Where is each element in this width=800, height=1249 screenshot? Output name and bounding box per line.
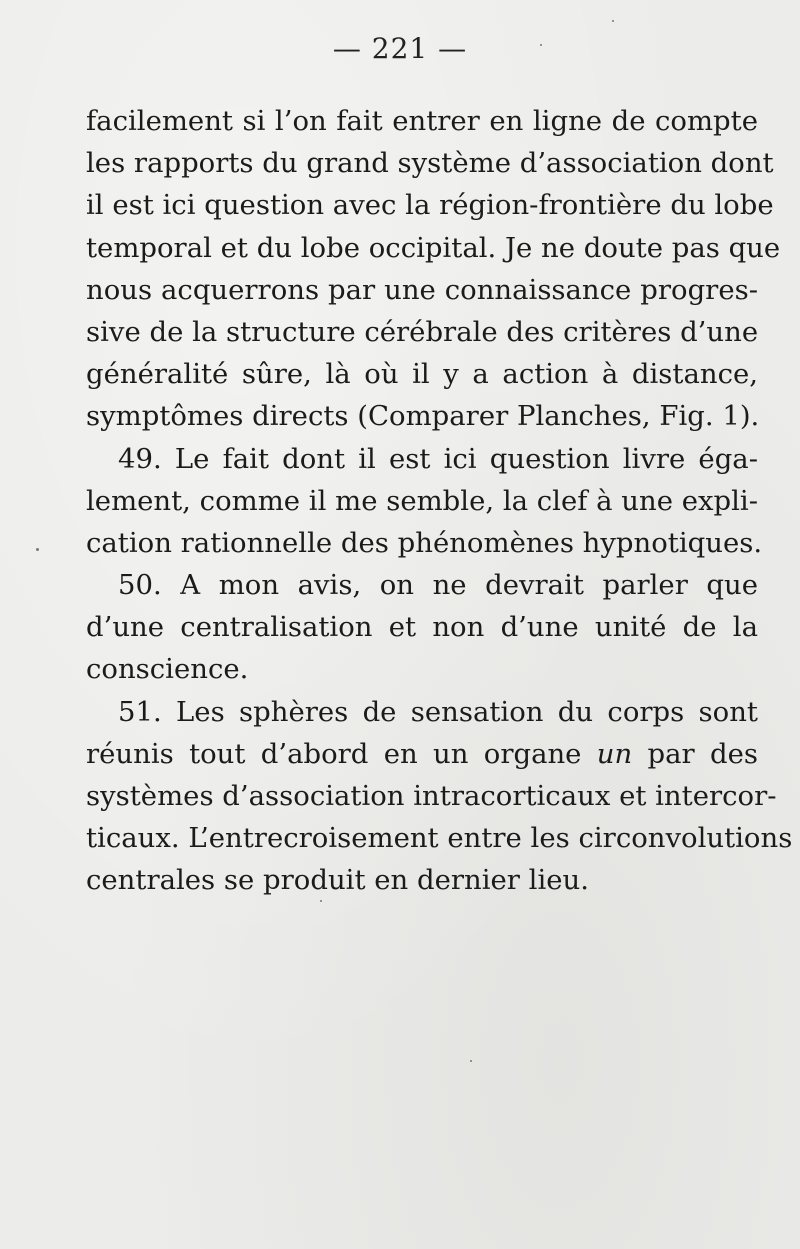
paper-speck [320,900,322,902]
page-number: — 221 — [332,32,468,65]
paper-speck [612,20,614,22]
text-line: facilement si l’on fait entrer en ligne de compte [86,105,758,137]
text-line: ticaux. L’entrecroisement entre les circonvolutions [86,822,793,855]
text-line: temporal et du lobe occipital. Je ne doute pas que [86,231,781,264]
text-line: d’une centralisation et non d’une unité de la [86,611,758,644]
text-line: lement, comme il me semble, la clef à une expli- [86,484,759,517]
text-line: sive de la structure cérébrale des critères d’une [86,315,759,348]
body-text [86,100,793,902]
paragraph-51-line: 51. Les sphères de sensation du corps sont [118,695,758,728]
text-fragment: réunis tout d’abord en un organe [86,737,597,770]
text-line [86,733,758,775]
paper-speck [470,1060,472,1062]
text-line: systèmes d’association intracorticaux et intercor- [86,780,777,812]
paper-speck [36,548,39,551]
text-line: conscience. [86,653,249,686]
text-line: nous acquerrons par une connaissance progres- [86,273,758,306]
italic-word: un [596,737,633,770]
text-line: cation rationnelle des phénomènes hypnotiques. [86,526,763,559]
paragraph-50-line: 50. A mon avis, on ne devrait parler que [118,569,758,602]
paper-speck [540,44,542,46]
text-fragment: par des [632,737,758,770]
text-line: symptômes directs (Comparer Planches, Fig. 1). [86,400,760,433]
paragraph-49-line: 49. Le fait dont il est ici question livre éga- [118,442,758,475]
text-line: les rapports du grand système d’association dont [86,147,774,180]
text-line: généralité sûre, là où il y a action à distance, [86,358,758,391]
text-line: il est ici question avec la région-frontière du lobe [86,189,774,222]
text-line: centrales se produit en dernier lieu. [86,864,589,897]
